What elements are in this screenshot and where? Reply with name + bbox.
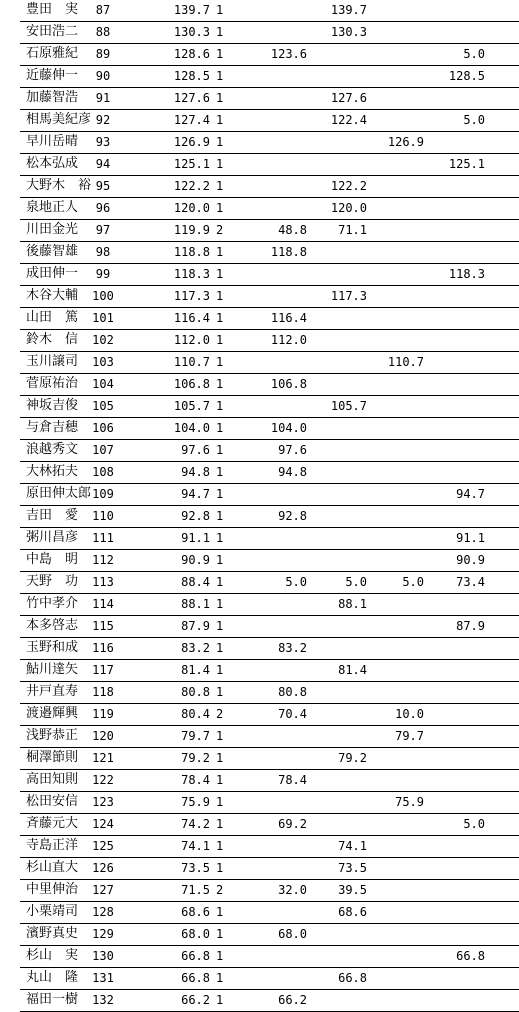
entry-count: 1 — [216, 971, 224, 985]
athlete-name: 豊田 実 — [26, 2, 79, 17]
total-score: 66.2 — [181, 993, 210, 1007]
total-score: 94.8 — [181, 465, 210, 479]
entry-count: 1 — [216, 795, 224, 809]
athlete-name: 加藤智浩 — [26, 90, 79, 105]
score-col-2: 117.3 — [330, 289, 367, 303]
table-row — [0, 462, 519, 484]
score-col-1: 69.2 — [278, 817, 307, 831]
rank-number: 101 — [92, 311, 114, 325]
entry-count: 1 — [216, 91, 224, 105]
athlete-name: 丸山 隆 — [26, 970, 79, 985]
score-col-2: 73.5 — [338, 861, 367, 875]
total-score: 79.7 — [181, 729, 210, 743]
table-row — [0, 924, 519, 946]
rank-number: 93 — [95, 135, 111, 149]
total-score: 74.2 — [181, 817, 210, 831]
score-col-1: 78.4 — [278, 773, 307, 787]
entry-count: 1 — [216, 531, 224, 545]
score-col-2: 122.2 — [330, 179, 367, 193]
athlete-name: 玉野和成 — [26, 640, 79, 655]
entry-count: 1 — [216, 949, 224, 963]
score-col-2: 66.8 — [338, 971, 367, 985]
table-row — [0, 418, 519, 440]
rank-number: 106 — [92, 421, 114, 435]
athlete-name: 泉地正人 — [26, 200, 79, 215]
score-col-1: 97.6 — [278, 443, 307, 457]
entry-count: 1 — [216, 245, 224, 259]
table-row — [0, 154, 519, 176]
athlete-name: 渡邉輝興 — [26, 706, 79, 721]
table-row — [0, 792, 519, 814]
total-score: 88.1 — [181, 597, 210, 611]
entry-count: 1 — [216, 663, 224, 677]
table-row — [0, 484, 519, 506]
score-col-4: 94.7 — [456, 487, 485, 501]
table-row — [0, 396, 519, 418]
total-score: 90.9 — [181, 553, 210, 567]
score-col-2: 88.1 — [338, 597, 367, 611]
total-score: 81.4 — [181, 663, 210, 677]
score-col-2: 120.0 — [330, 201, 367, 215]
total-score: 128.6 — [173, 47, 210, 61]
rank-number: 100 — [92, 289, 114, 303]
rank-number: 94 — [95, 157, 111, 171]
total-score: 104.0 — [173, 421, 210, 435]
table-row — [0, 814, 519, 836]
score-col-1: 116.4 — [270, 311, 307, 325]
rank-number: 121 — [92, 751, 114, 765]
table-row — [0, 22, 519, 44]
entry-count: 1 — [216, 861, 224, 875]
entry-count: 1 — [216, 443, 224, 457]
score-col-3: 75.9 — [395, 795, 424, 809]
total-score: 92.8 — [181, 509, 210, 523]
table-row — [0, 264, 519, 286]
table-row — [0, 88, 519, 110]
entry-count: 1 — [216, 421, 224, 435]
athlete-name: 斉藤元大 — [26, 816, 79, 831]
score-col-1: 92.8 — [278, 509, 307, 523]
score-col-4: 128.5 — [448, 69, 485, 83]
entry-count: 1 — [216, 773, 224, 787]
score-col-3: 10.0 — [395, 707, 424, 721]
entry-count: 1 — [216, 729, 224, 743]
total-score: 73.5 — [181, 861, 210, 875]
rank-number: 119 — [92, 707, 114, 721]
athlete-name: 小栗靖司 — [26, 904, 79, 919]
total-score: 139.7 — [173, 3, 210, 17]
table-row — [0, 550, 519, 572]
rank-number: 110 — [92, 509, 114, 523]
athlete-name: 安田浩二 — [26, 24, 79, 39]
total-score: 120.0 — [173, 201, 210, 215]
rank-number: 120 — [92, 729, 114, 743]
total-score: 66.8 — [181, 971, 210, 985]
total-score: 118.8 — [173, 245, 210, 259]
table-row — [0, 682, 519, 704]
total-score: 91.1 — [181, 531, 210, 545]
total-score: 78.4 — [181, 773, 210, 787]
table-row — [0, 660, 519, 682]
rank-number: 122 — [92, 773, 114, 787]
table-row — [0, 836, 519, 858]
score-col-2: 122.4 — [330, 113, 367, 127]
total-score: 88.4 — [181, 575, 210, 589]
entry-count: 1 — [216, 465, 224, 479]
total-score: 75.9 — [181, 795, 210, 809]
athlete-name: 玉川譲司 — [26, 354, 79, 369]
rank-number: 103 — [92, 355, 114, 369]
entry-count: 1 — [216, 355, 224, 369]
athlete-name: 相馬美紀彦 — [26, 112, 92, 127]
score-col-1: 106.8 — [270, 377, 307, 391]
table-row — [0, 110, 519, 132]
rank-number: 118 — [92, 685, 114, 699]
table-row — [0, 968, 519, 990]
rank-number: 114 — [92, 597, 114, 611]
athlete-name: 杉山 実 — [26, 948, 79, 963]
total-score: 122.2 — [173, 179, 210, 193]
entry-count: 2 — [216, 707, 224, 721]
score-col-1: 48.8 — [278, 223, 307, 237]
total-score: 126.9 — [173, 135, 210, 149]
rank-number: 91 — [95, 91, 111, 105]
athlete-name: 桐澤節則 — [26, 750, 79, 765]
total-score: 79.2 — [181, 751, 210, 765]
total-score: 130.3 — [173, 25, 210, 39]
rank-number: 123 — [92, 795, 114, 809]
entry-count: 1 — [216, 377, 224, 391]
table-row — [0, 374, 519, 396]
athlete-name: 成田伸一 — [26, 266, 79, 281]
total-score: 80.4 — [181, 707, 210, 721]
rank-number: 128 — [92, 905, 114, 919]
entry-count: 1 — [216, 311, 224, 325]
table-row — [0, 704, 519, 726]
athlete-name: 鮎川達矢 — [26, 662, 79, 677]
table-row — [0, 770, 519, 792]
score-col-4: 91.1 — [456, 531, 485, 545]
athlete-name: 与倉吉穂 — [26, 420, 79, 435]
score-col-2: 39.5 — [338, 883, 367, 897]
table-row — [0, 242, 519, 264]
total-score: 66.8 — [181, 949, 210, 963]
table-row — [0, 638, 519, 660]
rank-number: 130 — [92, 949, 114, 963]
rank-number: 117 — [92, 663, 114, 677]
rank-number: 116 — [92, 641, 114, 655]
score-col-1: 68.0 — [278, 927, 307, 941]
total-score: 68.6 — [181, 905, 210, 919]
entry-count: 1 — [216, 993, 224, 1007]
rank-number: 127 — [92, 883, 114, 897]
score-col-1: 32.0 — [278, 883, 307, 897]
total-score: 116.4 — [173, 311, 210, 325]
table-row — [0, 990, 519, 1012]
rank-number: 111 — [92, 531, 114, 545]
entry-count: 1 — [216, 179, 224, 193]
athlete-name: 浅野恭正 — [26, 728, 79, 743]
entry-count: 1 — [216, 575, 224, 589]
rank-number: 88 — [95, 25, 111, 39]
score-col-2: 127.6 — [330, 91, 367, 105]
total-score: 68.0 — [181, 927, 210, 941]
table-row — [0, 352, 519, 374]
total-score: 127.6 — [173, 91, 210, 105]
rank-number: 112 — [92, 553, 114, 567]
entry-count: 1 — [216, 597, 224, 611]
score-col-1: 112.0 — [270, 333, 307, 347]
entry-count: 1 — [216, 333, 224, 347]
total-score: 127.4 — [173, 113, 210, 127]
table-row — [0, 616, 519, 638]
table-row — [0, 198, 519, 220]
athlete-name: 杉山直大 — [26, 860, 79, 875]
athlete-name: 山田 篤 — [26, 310, 79, 325]
rank-number: 105 — [92, 399, 114, 413]
table-row — [0, 44, 519, 66]
entry-count: 1 — [216, 267, 224, 281]
table-row — [0, 66, 519, 88]
score-col-2: 68.6 — [338, 905, 367, 919]
rank-number: 98 — [95, 245, 111, 259]
total-score: 97.6 — [181, 443, 210, 457]
athlete-name: 後藤智雄 — [26, 244, 79, 259]
athlete-name: 寺島正洋 — [26, 838, 79, 853]
score-col-2: 71.1 — [338, 223, 367, 237]
athlete-name: 浪越秀文 — [26, 442, 79, 457]
score-col-4: 87.9 — [456, 619, 485, 633]
table-row — [0, 220, 519, 242]
score-col-1: 66.2 — [278, 993, 307, 1007]
total-score: 74.1 — [181, 839, 210, 853]
total-score: 80.8 — [181, 685, 210, 699]
table-row — [0, 594, 519, 616]
total-score: 117.3 — [173, 289, 210, 303]
total-score: 94.7 — [181, 487, 210, 501]
rank-number: 92 — [95, 113, 111, 127]
athlete-name: 竹中孝介 — [26, 596, 79, 611]
rank-number: 104 — [92, 377, 114, 391]
table-row — [0, 902, 519, 924]
rank-number: 102 — [92, 333, 114, 347]
total-score: 105.7 — [173, 399, 210, 413]
rank-number: 131 — [92, 971, 114, 985]
table-row — [0, 572, 519, 594]
table-row — [0, 528, 519, 550]
rank-number: 115 — [92, 619, 114, 633]
athlete-name: 神坂吉俊 — [26, 398, 79, 413]
total-score: 119.9 — [173, 223, 210, 237]
rank-number: 99 — [95, 267, 111, 281]
athlete-name: 福田一樹 — [26, 992, 79, 1007]
table-row — [0, 946, 519, 968]
entry-count: 2 — [216, 223, 224, 237]
score-col-1: 83.2 — [278, 641, 307, 655]
entry-count: 1 — [216, 289, 224, 303]
table-row — [0, 0, 519, 22]
entry-count: 1 — [216, 905, 224, 919]
rank-number: 89 — [95, 47, 111, 61]
total-score: 125.1 — [173, 157, 210, 171]
entry-count: 1 — [216, 487, 224, 501]
athlete-name: 中島 明 — [26, 552, 79, 567]
score-col-4: 73.4 — [456, 575, 485, 589]
score-col-1: 94.8 — [278, 465, 307, 479]
entry-count: 1 — [216, 157, 224, 171]
entry-count: 1 — [216, 817, 224, 831]
athlete-name: 近藤伸一 — [26, 68, 79, 83]
rank-number: 87 — [95, 3, 111, 17]
entry-count: 1 — [216, 685, 224, 699]
score-col-2: 105.7 — [330, 399, 367, 413]
athlete-name: 菅原祐治 — [26, 376, 79, 391]
athlete-name: 大野木 裕 — [26, 178, 92, 193]
score-col-3: 79.7 — [395, 729, 424, 743]
entry-count: 1 — [216, 641, 224, 655]
table-row — [0, 286, 519, 308]
table-row — [0, 176, 519, 198]
rank-number: 96 — [95, 201, 111, 215]
total-score: 87.9 — [181, 619, 210, 633]
rank-number: 125 — [92, 839, 114, 853]
score-col-3: 5.0 — [402, 575, 424, 589]
score-col-3: 126.9 — [387, 135, 424, 149]
entry-count: 1 — [216, 927, 224, 941]
athlete-name: 井戸直寿 — [26, 684, 79, 699]
score-col-1: 104.0 — [270, 421, 307, 435]
score-col-2: 81.4 — [338, 663, 367, 677]
table-row — [0, 880, 519, 902]
total-score: 71.5 — [181, 883, 210, 897]
rank-number: 126 — [92, 861, 114, 875]
score-col-4: 5.0 — [463, 113, 485, 127]
entry-count: 1 — [216, 113, 224, 127]
total-score: 83.2 — [181, 641, 210, 655]
entry-count: 1 — [216, 3, 224, 17]
athlete-name: 松田安信 — [26, 794, 79, 809]
score-col-4: 125.1 — [448, 157, 485, 171]
score-col-1: 123.6 — [270, 47, 307, 61]
total-score: 128.5 — [173, 69, 210, 83]
entry-count: 1 — [216, 25, 224, 39]
entry-count: 1 — [216, 509, 224, 523]
rank-number: 129 — [92, 927, 114, 941]
score-col-2: 79.2 — [338, 751, 367, 765]
athlete-name: 濱野真史 — [26, 926, 79, 941]
athlete-name: 石原雅紀 — [26, 46, 79, 61]
table-row — [0, 308, 519, 330]
entry-count: 1 — [216, 201, 224, 215]
athlete-name: 中里伸治 — [26, 882, 79, 897]
athlete-name: 粥川昌彦 — [26, 530, 79, 545]
athlete-name: 鈴木 信 — [26, 332, 79, 347]
table-row — [0, 330, 519, 352]
athlete-name: 松本弘成 — [26, 156, 79, 171]
total-score: 118.3 — [173, 267, 210, 281]
entry-count: 1 — [216, 619, 224, 633]
score-col-2: 139.7 — [330, 3, 367, 17]
score-col-4: 90.9 — [456, 553, 485, 567]
athlete-name: 木谷大輔 — [26, 288, 79, 303]
entry-count: 1 — [216, 47, 224, 61]
score-col-1: 5.0 — [285, 575, 307, 589]
table-row — [0, 858, 519, 880]
score-col-2: 5.0 — [345, 575, 367, 589]
rank-number: 97 — [95, 223, 111, 237]
athlete-name: 吉田 愛 — [26, 508, 79, 523]
table-row — [0, 506, 519, 528]
entry-count: 2 — [216, 883, 224, 897]
entry-count: 1 — [216, 751, 224, 765]
entry-count: 1 — [216, 553, 224, 567]
rank-number: 124 — [92, 817, 114, 831]
athlete-name: 本多啓志 — [26, 618, 79, 633]
entry-count: 1 — [216, 135, 224, 149]
athlete-name: 天野 功 — [26, 574, 79, 589]
score-col-2: 74.1 — [338, 839, 367, 853]
score-col-4: 66.8 — [456, 949, 485, 963]
athlete-name: 大林拓夫 — [26, 464, 79, 479]
table-row — [0, 726, 519, 748]
total-score: 112.0 — [173, 333, 210, 347]
rank-number: 95 — [95, 179, 111, 193]
athlete-name: 早川岳晴 — [26, 134, 79, 149]
rank-number: 90 — [95, 69, 111, 83]
score-col-4: 5.0 — [463, 817, 485, 831]
score-col-2: 130.3 — [330, 25, 367, 39]
score-col-1: 70.4 — [278, 707, 307, 721]
table-row — [0, 132, 519, 154]
athlete-name: 原田伸太郎 — [26, 486, 92, 501]
athlete-name: 高田知則 — [26, 772, 79, 787]
score-col-3: 110.7 — [387, 355, 424, 369]
rank-number: 113 — [92, 575, 114, 589]
total-score: 106.8 — [173, 377, 210, 391]
athlete-name: 川田金光 — [26, 222, 79, 237]
rank-number: 107 — [92, 443, 114, 457]
rank-number: 109 — [92, 487, 114, 501]
entry-count: 1 — [216, 839, 224, 853]
entry-count: 1 — [216, 399, 224, 413]
score-col-4: 5.0 — [463, 47, 485, 61]
score-col-1: 80.8 — [278, 685, 307, 699]
rank-number: 108 — [92, 465, 114, 479]
entry-count: 1 — [216, 69, 224, 83]
table-row — [0, 748, 519, 770]
score-col-4: 118.3 — [448, 267, 485, 281]
score-col-1: 118.8 — [270, 245, 307, 259]
total-score: 110.7 — [173, 355, 210, 369]
table-row — [0, 440, 519, 462]
rank-number: 132 — [92, 993, 114, 1007]
